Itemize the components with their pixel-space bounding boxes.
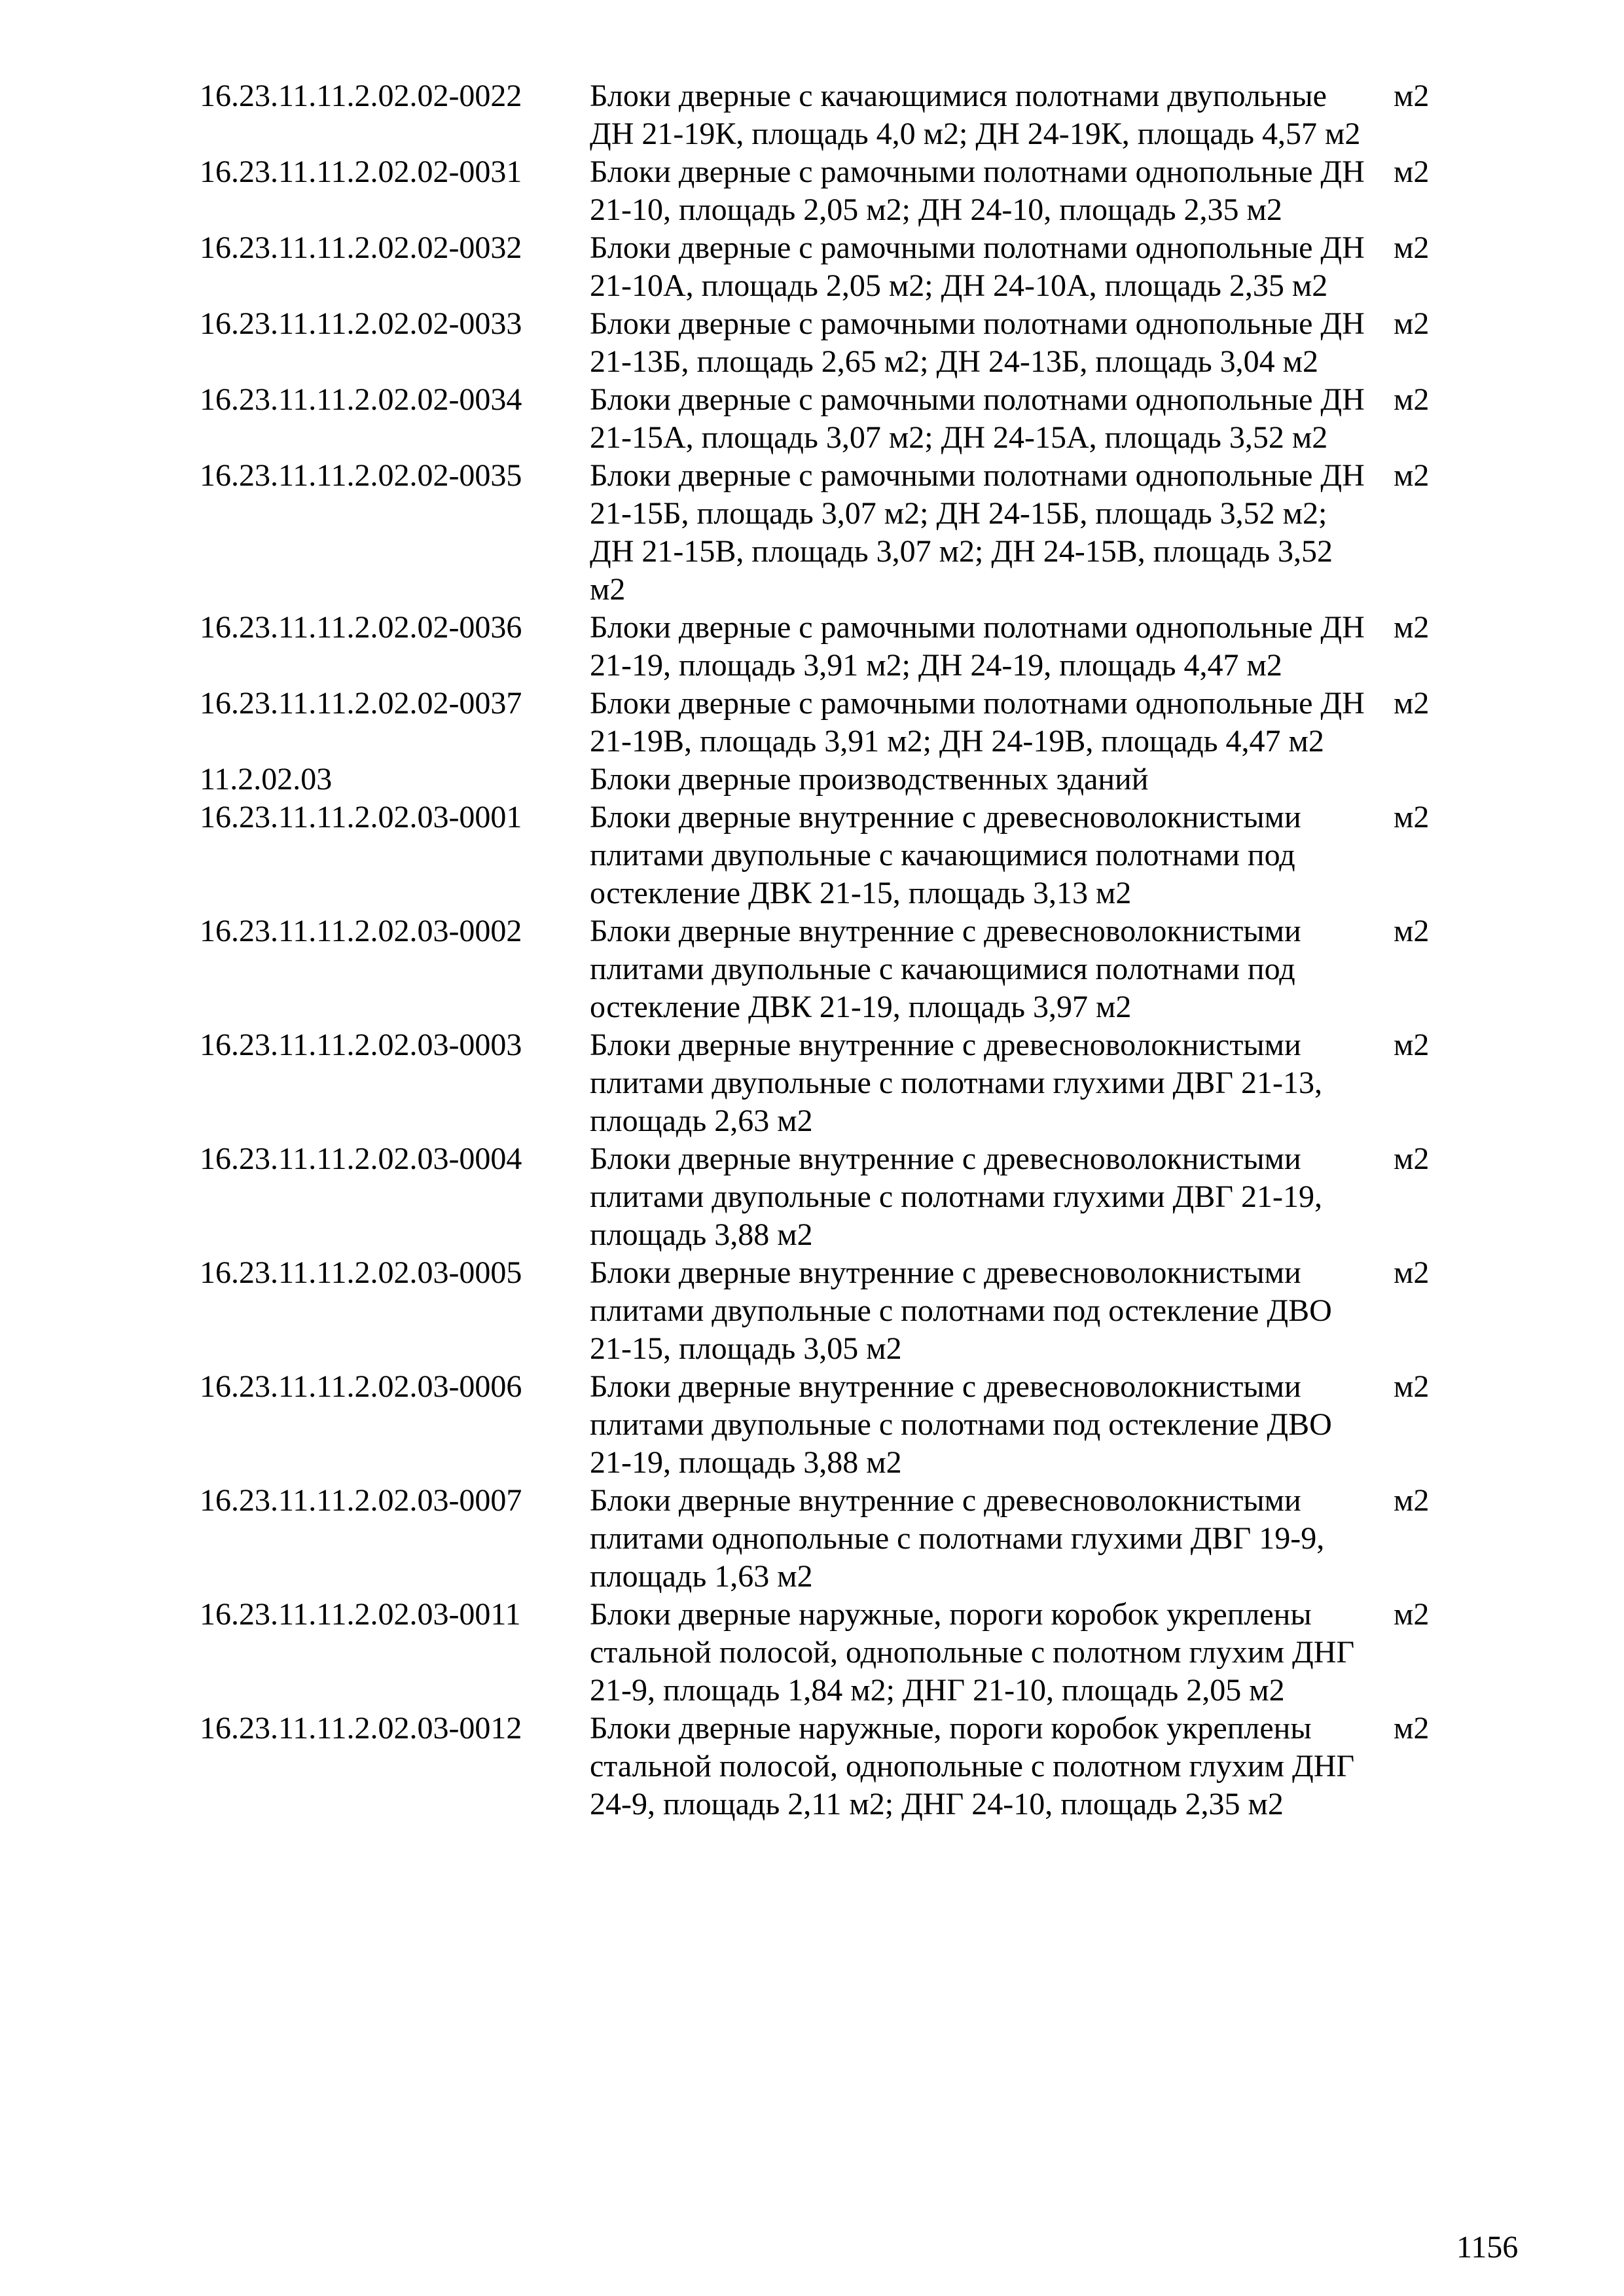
measurement-unit: м2: [1394, 1255, 1430, 1290]
resource-code: 16.23.11.11.2.02.03-0002: [200, 914, 522, 948]
resource-description: Блоки дверные с качающимися полотнами двупольные ДН 21-19К, площадь 4,0 м2; ДН 24-19К, площадь 4,57 м2: [590, 79, 1361, 151]
table-row: [200, 229, 1443, 305]
measurement-unit: м2: [1394, 686, 1430, 721]
table-row: [200, 1140, 1443, 1254]
section-title: Блоки дверные производственных зданий: [590, 762, 1149, 797]
resource-description: Блоки дверные наружные, пороги коробок укреплены стальной полосой, однопольные с полотном глухим ДНГ 21-9, площадь 1,84 м2; ДНГ 21-10, площадь 2,05 м2: [590, 1597, 1355, 1708]
page-number: 1156: [1456, 2230, 1519, 2265]
table-row: [200, 1710, 1443, 1823]
resource-code: 16.23.11.11.2.02.03-0012: [200, 1711, 522, 1746]
resource-description: Блоки дверные с рамочными полотнами однопольные ДН 21-10А, площадь 2,05 м2; ДН 24-10А, площадь 2,35 м2: [590, 230, 1365, 303]
resource-code: 16.23.11.11.2.02.03-0006: [200, 1369, 522, 1404]
resource-description: Блоки дверные с рамочными полотнами однопольные ДН 21-19В, площадь 3,91 м2; ДН 24-19В, площадь 4,47 м2: [590, 686, 1365, 759]
table-row: [200, 305, 1443, 381]
resource-description: Блоки дверные внутренние с древесноволокнистыми плитами двупольные с качающимися полотнами под остекление ДВК 21-19, площадь 3,97 м2: [590, 914, 1301, 1024]
resource-code: 16.23.11.11.2.02.02-0034: [200, 382, 522, 417]
resource-description: Блоки дверные внутренние с древесноволокнистыми плитами двупольные с полотнами под остекление ДВО 21-19, площадь 3,88 м2: [590, 1369, 1332, 1480]
measurement-unit: м2: [1394, 1597, 1430, 1632]
measurement-unit: м2: [1394, 79, 1430, 113]
table-row: [200, 685, 1443, 761]
section-header-row: [200, 761, 1443, 798]
resource-code: 16.23.11.11.2.02.03-0001: [200, 800, 522, 834]
measurement-unit: м2: [1394, 800, 1430, 834]
resource-description: Блоки дверные внутренние с древесноволокнистыми плитами двупольные с качающимися полотнами под остекление ДВК 21-15, площадь 3,13 м2: [590, 800, 1301, 910]
measurement-unit: м2: [1394, 1369, 1430, 1404]
resource-code: 16.23.11.11.2.02.03-0005: [200, 1255, 522, 1290]
resource-code: 16.23.11.11.2.02.02-0036: [200, 610, 522, 645]
table-row: [200, 1368, 1443, 1482]
measurement-unit: м2: [1394, 306, 1430, 341]
resource-code: 16.23.11.11.2.02.02-0022: [200, 79, 522, 113]
measurement-unit: м2: [1394, 154, 1430, 189]
section-code: 11.2.02.03: [200, 762, 333, 797]
measurement-unit: м2: [1394, 458, 1430, 493]
resource-description: Блоки дверные с рамочными полотнами однопольные ДН 21-13Б, площадь 2,65 м2; ДН 24-13Б, площадь 3,04 м2: [590, 306, 1365, 379]
resource-description: Блоки дверные с рамочными полотнами однопольные ДН 21-19, площадь 3,91 м2; ДН 24-19, площадь 4,47 м2: [590, 610, 1365, 683]
table-row: [200, 153, 1443, 229]
measurement-unit: м2: [1394, 1711, 1430, 1746]
measurement-unit: м2: [1394, 382, 1430, 417]
table-row: [200, 381, 1443, 457]
table-row: [200, 912, 1443, 1026]
resource-description: Блоки дверные внутренние с древесноволокнистыми плитами однопольные с полотнами глухими ДВГ 19-9, площадь 1,63 м2: [590, 1483, 1325, 1594]
measurement-unit: м2: [1394, 1028, 1430, 1062]
measurement-unit: м2: [1394, 230, 1430, 265]
resource-description: Блоки дверные наружные, пороги коробок укреплены стальной полосой, однопольные с полотном глухим ДНГ 24-9, площадь 2,11 м2; ДНГ 24-10, площадь 2,35 м2: [590, 1711, 1355, 1821]
measurement-unit: м2: [1394, 914, 1430, 948]
resource-description: Блоки дверные внутренние с древесноволокнистыми плитами двупольные с полотнами глухими ДВГ 21-19, площадь 3,88 м2: [590, 1141, 1322, 1252]
measurement-unit: м2: [1394, 1483, 1430, 1518]
resource-description: Блоки дверные с рамочными полотнами однопольные ДН 21-10, площадь 2,05 м2; ДН 24-10, площадь 2,35 м2: [590, 154, 1365, 227]
resource-code: 16.23.11.11.2.02.03-0007: [200, 1483, 522, 1518]
resource-code: 16.23.11.11.2.02.02-0032: [200, 230, 522, 265]
resource-description: Блоки дверные внутренние с древесноволокнистыми плитами двупольные с полотнами глухими ДВГ 21-13, площадь 2,63 м2: [590, 1028, 1322, 1138]
table-row: [200, 1596, 1443, 1710]
table-row: [200, 1254, 1443, 1368]
table-row: [200, 457, 1443, 609]
table-row: [200, 798, 1443, 912]
measurement-unit: м2: [1394, 1141, 1430, 1176]
measurement-unit: м2: [1394, 610, 1430, 645]
resource-code: 16.23.11.11.2.02.02-0033: [200, 306, 522, 341]
table-row: [200, 1482, 1443, 1596]
resource-code: 16.23.11.11.2.02.03-0003: [200, 1028, 522, 1062]
table-row: [200, 1026, 1443, 1140]
resource-description: Блоки дверные с рамочными полотнами однопольные ДН 21-15Б, площадь 3,07 м2; ДН 24-15Б, площадь 3,52 м2; ДН 21-15В, площадь 3,07 м2; ДН 24-15В, площадь 3,52 м2: [590, 458, 1365, 607]
resource-code: 16.23.11.11.2.02.02-0037: [200, 686, 522, 721]
table-row: [200, 77, 1443, 153]
resource-code: 16.23.11.11.2.02.02-0035: [200, 458, 522, 493]
resource-code: 16.23.11.11.2.02.03-0011: [200, 1597, 521, 1632]
resource-description: Блоки дверные с рамочными полотнами однопольные ДН 21-15А, площадь 3,07 м2; ДН 24-15А, площадь 3,52 м2: [590, 382, 1365, 455]
table-row: [200, 609, 1443, 685]
price-table: [200, 77, 1443, 1823]
resource-description: Блоки дверные внутренние с древесноволокнистыми плитами двупольные с полотнами под остекление ДВО 21-15, площадь 3,05 м2: [590, 1255, 1332, 1366]
resource-code: 16.23.11.11.2.02.02-0031: [200, 154, 522, 189]
resource-code: 16.23.11.11.2.02.03-0004: [200, 1141, 522, 1176]
